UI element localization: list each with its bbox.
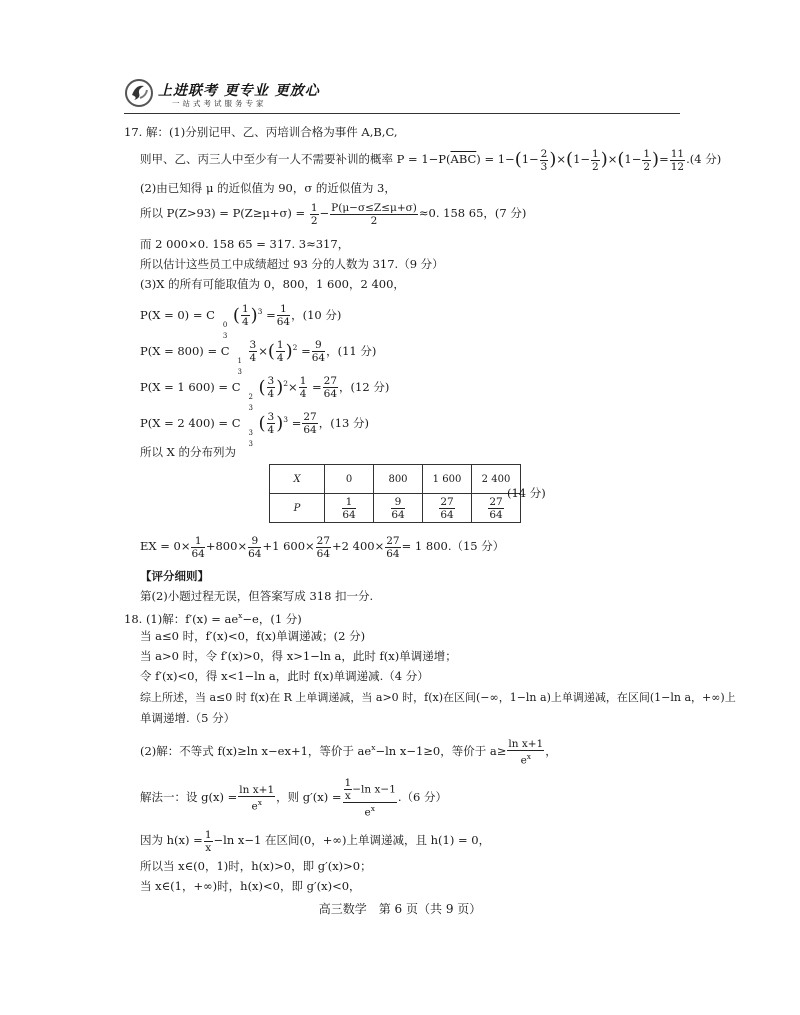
- text: ×: [288, 379, 298, 394]
- fraction: $\frac{27}{64}$: [323, 375, 338, 401]
- q17-part3-intro: (3)X 的所有可能取值为 0，800，1 600，2 400，: [140, 277, 405, 291]
- text: +2 400×: [332, 539, 385, 553]
- text: +800×: [205, 539, 248, 553]
- table-cell: 0: [325, 465, 374, 494]
- text: 1−: [573, 152, 591, 166]
- text: 因为 h(x) =: [140, 833, 203, 847]
- q17-intro: 17. 解：(1)分别记甲、乙、丙培训合格为事件 A,B,C,: [124, 125, 398, 139]
- fraction: $\frac{1}{4}$: [299, 375, 307, 401]
- fraction: $\frac{\text{ln x+1}}{e^x}$: [508, 737, 544, 767]
- table-row: [270, 494, 521, 523]
- fraction: $\frac{P(\mu-\sigma\le Z\le\mu+\sigma)}{2}$: [331, 201, 417, 227]
- text: −: [319, 206, 330, 220]
- q18-intro: [124, 608, 302, 627]
- q18-case2b: 令 f′(x)<0，得 x<1−ln a，此时 f(x)单调递减.（4 分）: [140, 669, 429, 683]
- text: P(X = 0) = C: [140, 307, 215, 322]
- table-cell: $\frac{1}{64}$: [325, 494, 374, 523]
- logo-icon: [124, 78, 154, 108]
- text: P(X = 1 600) = C: [140, 379, 241, 394]
- text: P(X = 800) = C: [140, 343, 230, 358]
- text: EX = 0×: [140, 539, 191, 553]
- text: ，(10 分): [291, 307, 342, 322]
- fraction: $\frac{1}{x}$: [204, 828, 212, 854]
- fraction: $\frac{1}{64}$: [191, 534, 205, 560]
- table-cell: P: [270, 494, 325, 523]
- q18-summary: 综上所述，当 a≤0 时 f(x)在 R 上单调递减，当 a>0 时，f(x)在区间(−∞，1−ln a)上单调递减，在区间(1−ln a，+∞)上: [140, 691, 736, 704]
- table-row: [270, 465, 521, 494]
- text: −ln x−1≥0，等价于 a≥: [375, 743, 507, 758]
- text: +1 600×: [262, 539, 315, 553]
- text: .（6 分）: [397, 790, 448, 804]
- text: ，则 g′(x) =: [276, 790, 342, 804]
- prob-x2400: P(X = 2 400) = C 3 3 ( $\frac{3}{4}$ )$^3$ = $\frac{27}{64}$ ，(13 分): [140, 411, 369, 448]
- text: 解法一：设 g(x) =: [140, 790, 238, 804]
- complement-events: $\overline{ABC}$: [450, 152, 477, 166]
- rubric-text: 第(2)小题过程无误，但答案写成 318 扣一分.: [140, 589, 374, 603]
- brand-slogan: 一站式考试服务专家: [172, 99, 267, 108]
- text: −e，(1 分): [242, 611, 302, 626]
- fraction: $\frac{27}{64}$: [316, 534, 331, 560]
- table-cell: $\frac{27}{64}$: [472, 494, 521, 523]
- q17-estimate: 而 2 000×0. 158 65 = 317. 3≈317，: [140, 237, 350, 251]
- q18-h-def: [140, 826, 490, 854]
- text: ，(12 分): [339, 379, 390, 394]
- prob-x1600: P(X = 1 600) = C 2 3 ( $\frac{3}{4}$ )$^2$× $\frac{1}{4}$ = $\frac{27}{64}$ ，(12 分): [140, 375, 390, 412]
- text: =: [659, 152, 669, 166]
- prob-x800: P(X = 800) = C 1 3 $\frac{3}{4}$ ×( $\frac{1}{4}$ )$^2$ = $\frac{9}{64}$ ，(11 分): [140, 339, 377, 376]
- q18-summary-end: 单调递增.（5 分）: [140, 711, 236, 725]
- text: ×: [556, 152, 567, 166]
- fraction: $\frac{3}{4}$: [267, 411, 275, 437]
- fraction: $\frac{1}{x}$ −ln x−1 $e^x$: [344, 777, 396, 819]
- fraction: $\frac{1}{4}$: [241, 303, 249, 329]
- dist-intro: 所以 X 的分布列为: [140, 445, 236, 459]
- fraction: $\frac{9}{64}$: [248, 534, 262, 560]
- text: ×: [607, 152, 618, 166]
- text: ×: [258, 343, 268, 358]
- table-cell: $\frac{27}{64}$: [423, 494, 472, 523]
- fraction: $\frac{1}{64}$: [276, 303, 291, 329]
- text: =: [312, 379, 322, 394]
- table-score: (14 分): [507, 486, 546, 500]
- text: 18. (1)解：f′(x) = ae: [124, 611, 239, 626]
- brand-title: 上进联考 更专业 更放心: [158, 83, 320, 99]
- fraction: $\frac{27}{64}$: [386, 534, 400, 560]
- text: ，(13 分): [318, 415, 369, 430]
- text: (2)解：不等式 f(x)≥ln x−ex+1，等价于 ae: [140, 743, 372, 758]
- fraction: $\frac{1}{2}$: [310, 201, 318, 227]
- table-cell: 2 400: [472, 465, 521, 494]
- q17-conclusion: 所以估计这些员工中成绩超过 93 分的人数为 317.（9 分）: [140, 257, 444, 271]
- text: = 1 800.（15 分）: [401, 539, 505, 553]
- text: P(X = 2 400) = C: [140, 415, 241, 430]
- text: ，: [545, 743, 557, 758]
- fraction: $\frac{27}{64}$: [303, 411, 317, 437]
- rubric-title: 【评分细则】: [140, 569, 209, 583]
- text: 1−: [624, 152, 642, 166]
- table-cell: X: [270, 465, 325, 494]
- prob-x0: P(X = 0) = C 0 3 ( $\frac{1}{4}$ )$^3$ = $\frac{1}{64}$ ，(10 分): [140, 303, 342, 340]
- fraction: $\frac{1}{2}$: [643, 147, 651, 173]
- page-footer: 高三数学 第 6 页（共 9 页）: [318, 902, 482, 916]
- fraction: $\frac{2}{3}$: [540, 147, 548, 173]
- q18-method1: [140, 772, 447, 822]
- q17-prob-line: 则甲、乙、丙三人中至少有一人不需要补训的概率 $P = 1-P(\overline{ABC}) = 1-(1-$ $\frac{2}{3}$ )×(1− $\frac{1}{2}$ )×(1− $\frac{1}{2}$ )= $\frac{11}{12}$ .(4 分): [140, 147, 722, 173]
- fraction: $\frac{1}{4}$: [276, 339, 284, 365]
- distribution-table: [269, 464, 521, 523]
- table-cell: 800: [374, 465, 423, 494]
- text: ) = 1−: [476, 152, 515, 166]
- fraction: $\frac{9}{64}$: [311, 339, 326, 365]
- text: .(4 分): [686, 152, 722, 166]
- q18-interval1: 所以当 x∈(0，1)时，h(x)>0，即 g′(x)>0；: [140, 859, 372, 873]
- table-cell: $\frac{9}{64}$: [374, 494, 423, 523]
- text: 1−: [521, 152, 539, 166]
- q18-interval2: 当 x∈(1，+∞)时，h(x)<0，即 g′(x)<0，: [140, 879, 361, 893]
- text: 所以 P(Z>93) = P(Z≥μ+σ) =: [140, 206, 306, 220]
- q17-part2-intro: (2)由已知得 μ 的近似值为 90，σ 的近似值为 3，: [140, 181, 396, 195]
- text: =: [301, 343, 311, 358]
- text: 则甲、乙、丙三人中至少有一人不需要补训的概率 P = 1−P(: [140, 152, 451, 166]
- fraction: $\frac{11}{12}$: [670, 147, 685, 173]
- exponent: x: [371, 743, 376, 752]
- text: −ln x−1 在区间(0，+∞)上单调递减，且 h(1) = 0，: [213, 833, 491, 847]
- q17-part2-calc: [140, 200, 526, 227]
- q18-case2a: 当 a>0 时，令 f′(x)>0，得 x>1−ln a，此时 f(x)单调递增；: [140, 649, 457, 663]
- text: ≈0. 158 65，(7 分): [418, 206, 527, 220]
- q18-part2-intro: [140, 734, 557, 766]
- text: ，(11 分): [326, 343, 377, 358]
- text: =: [266, 307, 276, 322]
- table-cell: 1 600: [423, 465, 472, 494]
- exponent: x: [238, 611, 243, 620]
- fraction: $\frac{3}{4}$: [249, 339, 257, 365]
- header-divider: [124, 113, 680, 114]
- page-header: [124, 78, 680, 112]
- fraction: $\frac{3}{4}$: [267, 375, 275, 401]
- q18-case1: 当 a≤0 时，f′(x)<0，f(x)单调递减；(2 分): [140, 629, 366, 643]
- fraction: $\frac{1}{2}$: [592, 147, 599, 173]
- text: =: [291, 415, 302, 430]
- expectation-line: [140, 532, 504, 560]
- fraction: $\frac{\text{ln x+1}}{e^x}$: [239, 783, 275, 813]
